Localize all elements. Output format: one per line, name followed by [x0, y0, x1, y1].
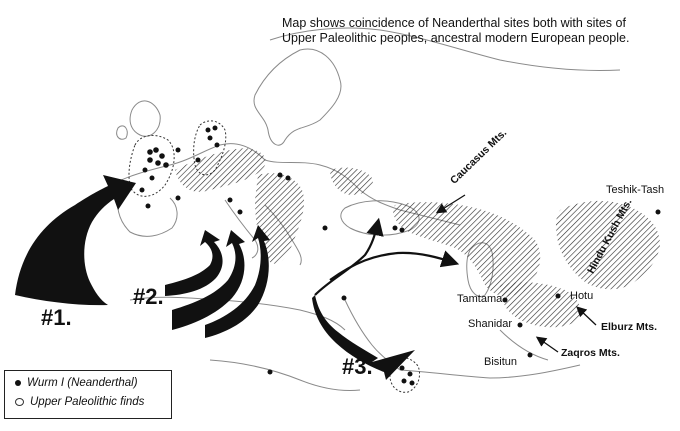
map-caption: Map shows coincidence of Neanderthal sites both with sites of Upper Paleolithic peoples, ancestral modern European people.: [282, 16, 630, 45]
legend-item-upper-paleolithic: [15, 396, 144, 408]
legend-label-upper-paleolithic: Upper Paleolithic finds: [30, 396, 145, 408]
site-dot: [163, 162, 169, 168]
site-dot: [342, 296, 347, 301]
site-dot: [146, 204, 151, 209]
site-dot: [400, 366, 405, 371]
site-dot: [206, 128, 211, 133]
site-dot: [153, 147, 159, 153]
hatch-central-europe: [175, 148, 266, 192]
coastline-south: [210, 360, 360, 391]
map-legend: [4, 370, 172, 419]
legend-item-neanderthal: [15, 377, 138, 389]
pointer-elburz: [578, 308, 596, 325]
hatch-crimea: [330, 168, 373, 195]
place-label-teshik-tash: Teshik-Tash: [606, 184, 665, 196]
site-dot: [215, 143, 220, 148]
site-dot: [176, 148, 181, 153]
site-dot: [147, 157, 153, 163]
route-2-arrow-a: [165, 230, 223, 296]
site-dot: [196, 158, 201, 163]
route-2-label: #2.: [133, 284, 164, 309]
site-dot: [140, 188, 145, 193]
coastline-british-isles: [117, 101, 161, 139]
pointer-zagros: [538, 338, 558, 352]
hatch-caucasus-steppe: [393, 202, 540, 296]
coastlines: [110, 28, 620, 390]
site-dot: [159, 153, 165, 159]
mountain-label-elburz: Elburz Mts.: [601, 321, 658, 333]
site-dot: [213, 126, 218, 131]
dotted-outline-icon: [15, 398, 24, 406]
site-dot: [143, 168, 148, 173]
site-dot: [323, 226, 328, 231]
route-1-label: #1.: [41, 305, 72, 330]
site-dot: [656, 210, 661, 215]
place-label-shanidar: Shanidar: [468, 318, 513, 330]
place-label-tamtama: Tamtama: [457, 293, 503, 305]
site-dot: [400, 228, 405, 233]
site-dot: [208, 136, 213, 141]
site-dot: [238, 210, 243, 215]
site-dot: [556, 294, 561, 299]
site-dot: [408, 372, 413, 377]
route-3-label: #3.: [342, 354, 373, 379]
thin-arrow-east: [330, 253, 455, 280]
site-dot: [286, 176, 291, 181]
site-dot: [278, 173, 283, 178]
site-dot: [147, 149, 153, 155]
migration-arrows: [15, 175, 415, 380]
site-dot: [393, 226, 398, 231]
filled-dot-icon: [15, 380, 21, 386]
site-dot: [518, 323, 523, 328]
site-dot: [176, 196, 181, 201]
coastline-scandinavia: [254, 49, 341, 145]
site-dot: [528, 353, 533, 358]
mountain-label-caucasus: Caucasus Mts.: [448, 126, 510, 187]
place-label-hotu: Hotu: [570, 290, 594, 302]
site-dot: [155, 160, 161, 166]
place-label-bisitun: Bisitun: [484, 356, 518, 368]
legend-label-neanderthal: Wurm I (Neanderthal): [27, 377, 138, 389]
site-dot: [228, 198, 233, 203]
mountain-label-zagros: Zaqros Mts.: [561, 347, 620, 359]
site-dot: [402, 379, 407, 384]
route-1-arrow: [15, 175, 136, 305]
mountain-label-hindu-kush: Hindu Kush Mts.: [585, 196, 635, 276]
site-dot: [268, 370, 273, 375]
site-dot: [150, 176, 155, 181]
site-dot: [503, 298, 508, 303]
site-dot: [410, 381, 415, 386]
